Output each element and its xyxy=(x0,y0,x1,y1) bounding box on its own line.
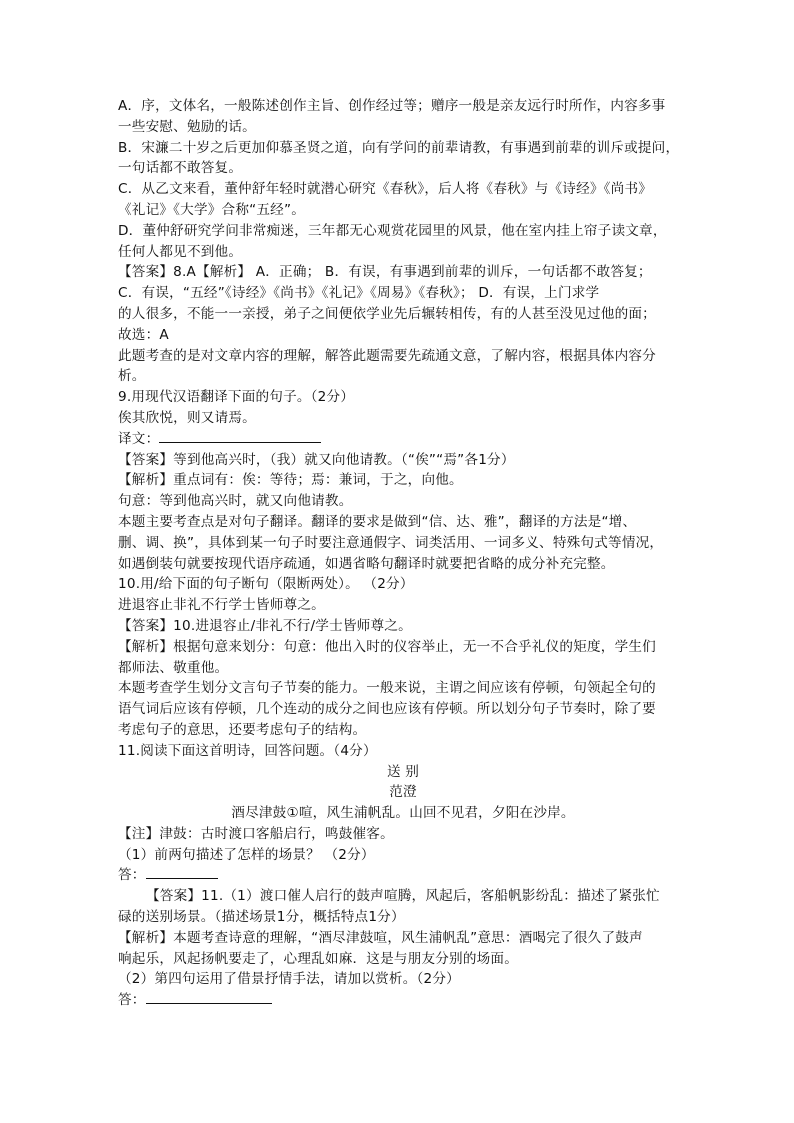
answer-11-1-blank[interactable] xyxy=(146,866,218,879)
analysis-9-line-2: 句意：等到他高兴时，就又向他请教。 xyxy=(118,493,353,510)
document-page xyxy=(118,96,688,1011)
analysis-9-line-4: 删、调、换”，具体到某一句子时要注意通假字、词类活用、一词多义、特殊句式等情况， xyxy=(118,534,664,551)
option-c-line-1: C．从乙文来看，董仲舒年轻时就潜心研究《春秋》，后人将《春秋》与《诗经》《尚书》 xyxy=(118,181,653,198)
question-11-2-answer-row xyxy=(118,990,688,1011)
option-b-line-1: B．宋濂二十岁之后更加仰慕圣贤之道，向有学问的前辈请教，有事遇到前辈的训斥或提问， xyxy=(118,139,680,156)
option-d-line-2: 任何人都见不到他。 xyxy=(118,243,243,260)
answer-10: 【答案】10.进退容止/非礼不行/学士皆师尊之。 xyxy=(118,617,412,634)
question-11: 11.阅读下面这首明诗，回答问题。（4分） xyxy=(118,742,377,759)
answer-8-line-2: C．有误，“五经”《诗经》《尚书》《礼记》《周易》《春秋》； D．有误，上门求学 xyxy=(118,285,600,302)
analysis-10-line-4: 语气词后应该有停顿，几个连动的成分之间也应该有停顿。所以划分句子节奏时，除了要 xyxy=(118,701,656,718)
analysis-10-line-5: 考虑句子的意思，还要考虑句子的结构。 xyxy=(118,721,367,738)
poem-body: 酒尽津鼓①喧，风生浦帆乱。山回不见君，夕阳在沙岸。 xyxy=(231,805,575,822)
analysis-10-line-1: 【解析】根据句意来划分：句意：他出入时的仪容举止，无一不合乎礼仪的矩度，学生们 xyxy=(118,638,656,655)
analysis-9-line-3: 本题主要考查点是对句子翻译。翻译的要求是做到“信、达、雅”，翻译的方法是“增、 xyxy=(118,513,637,530)
answer-11-2-blank[interactable] xyxy=(146,991,272,1004)
option-d-line-1: D．董仲舒研究学问非常痴迷，三年都无心观赏花园里的风景，他在室内挂上帘子读文章， xyxy=(118,222,667,239)
option-b-line-2: 一句话都不敢答复。 xyxy=(118,160,243,177)
analysis-11-line-1: 【解析】本题考查诗意的理解，“酒尽津鼓喧，风生浦帆乱”意思：酒喝完了很久了鼓声 xyxy=(118,929,643,946)
poem-title: 送 别 xyxy=(386,763,420,780)
question-9-sentence: 俟其欣悦，则又请焉。 xyxy=(118,409,256,426)
option-a-line-1: A．序，文体名，一般陈述创作主旨、创作经过等；赠序一般是亲友远行时所作，内容多事 xyxy=(118,98,666,114)
answer-8-line-3: 的人很多，不能一一亲授，弟子之间便依学业先后辗转相传，有的人甚至没见过他的面； xyxy=(118,305,656,322)
analysis-9-line-1: 【解析】重点词有：俟：等待；焉：兼词，于之，向他。 xyxy=(118,472,463,489)
question-11-1-answer-row xyxy=(118,865,688,886)
option-c-line-2: 《礼记》《大学》合称“五经”。 xyxy=(118,201,306,218)
answer-8-line-1: 【答案】8.A【解析】 A．正确； B．有误，有事遇到前辈的训斥，一句话都不敢答复； xyxy=(118,264,652,281)
translation-label: 译文： xyxy=(118,430,160,447)
translation-answer-blank[interactable] xyxy=(159,430,321,443)
answer-label-2: 答： xyxy=(118,992,146,1009)
question-11-1: （1）前两句描述了怎样的场景？ （2分） xyxy=(118,846,375,863)
answer-8-note-1: 此题考查的是对文章内容的理解，解答此题需要先疏通文意，了解内容，根据具体内容分 xyxy=(118,347,656,364)
answer-9: 【答案】等到他高兴时，（我）就又向他请教。（“俟”“焉”各1分） xyxy=(118,451,515,468)
analysis-10-line-2: 都师法、敬重他。 xyxy=(118,659,229,676)
question-10: 10.用/给下面的句子断句（限断两处）。 （2分） xyxy=(118,576,414,593)
question-10-sentence: 进退容止非礼不行学士皆师尊之。 xyxy=(118,597,325,614)
poem-author: 范澄 xyxy=(389,784,417,801)
answer-11-line-2: 碌的送别场景。（描述场景1分，概括特点1分） xyxy=(118,909,405,926)
question-9: 9.用现代汉语翻译下面的句子。（2分） xyxy=(118,389,355,406)
answer-8-note-2: 析。 xyxy=(118,368,146,385)
answer-label: 答： xyxy=(118,867,146,884)
analysis-9-line-5: 如遇倒装句就要按现代语序疏通，如遇省略句翻译时就要把省略的成分补充完整。 xyxy=(118,555,615,572)
answer-8-choice: 故选：A xyxy=(118,326,169,343)
option-a-line-2: 一些安慰、勉励的话。 xyxy=(118,118,256,135)
analysis-11-line-2: 响起乐，风起扬帆要走了，心理乱如麻．这是与朋友分别的场面。 xyxy=(118,950,519,967)
analysis-10-line-3: 本题考查学生划分文言句子节奏的能力。一般来说，主谓之间应该有停顿，句领起全句的 xyxy=(118,680,656,697)
question-11-2: （2）第四句运用了借景抒情手法，请加以赏析。（2分） xyxy=(118,971,460,988)
question-9-translation-row xyxy=(118,429,688,450)
poem-note: 【注】津鼓：古时渡口客船启行，鸣鼓催客。 xyxy=(118,825,394,842)
answer-11-line-1: 【答案】11.（1）渡口催人启行的鼓声喧腾，风起后，客船帆影纷乱：描述了紧张忙 xyxy=(146,888,660,905)
